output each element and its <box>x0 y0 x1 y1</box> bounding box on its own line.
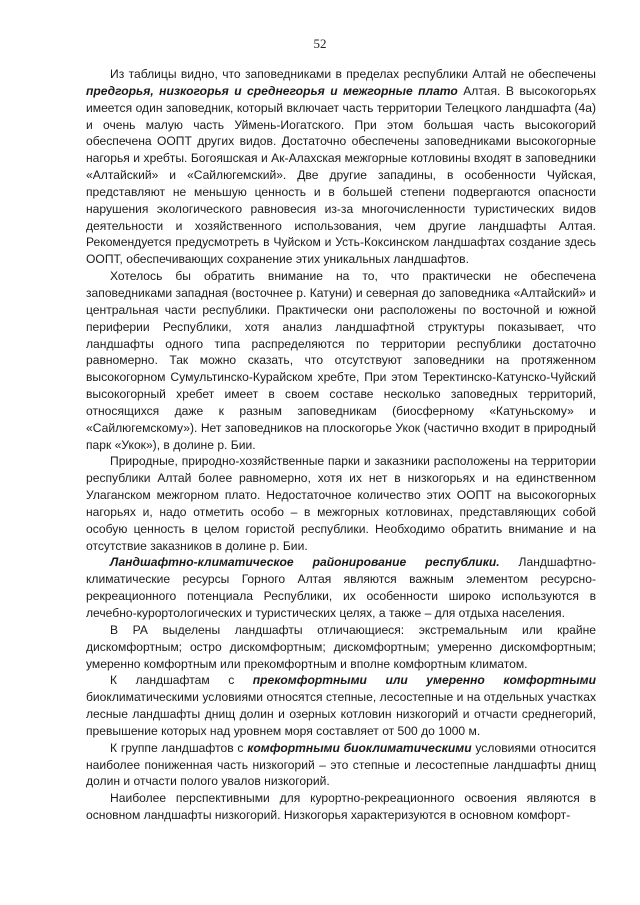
emphasized-text: прекомфортными или умеренно комфортными <box>252 673 597 688</box>
paragraph <box>86 66 596 268</box>
emphasized-text: комфортными биоклиматическими <box>247 740 472 755</box>
paragraph <box>86 790 596 824</box>
text-run: Хотелось бы обратить внимание на то, что практически не обеспечена заповедниками западная (восточнее р. Катуни) и северная до заповедника «Алтайский» и центральная части республики. Практически они расположены по восточной и южной периферии Республики, хотя анализ ландшафтной структуры показывает, что ландшафты одного типа распределяются по территории республики достаточно равномерно. Так можно сказать, что отсутствуют заповедники на протяженном высокогорном Сумультинско-Курайском хребте, При этом Теректинско-Катунско-Чуйский высокогорный хребет имеет в своем составе несколько заповедных территорий, относящихся даже к разным заповедникам (биосферному «Катуньскому» и «Сайлюгемскому»). Нет заповедников на плоскогорье Укок (частично входит в природный парк «Укок»), в долине р. Бии. <box>86 269 596 452</box>
text-run: Алтая. В высокогорьях имеется один заповедник, который включает часть территории Телецкого ландшафта (4а) и очень малую часть Уймень-Иогатского. При этом большая часть высокогорий обеспечена ООПТ других видов. Достаточно обеспечены заповедниками высокогорные нагорья и хребты. Богояшская и Ак-Алахская межгорные котловины входят в заповедники «Алтайский» и «Сайлюгемский». Две другие западины, в особенности Чуйская, представляют не меньшую ценность и в большей степени подвергаются опасности нарушения экологического равновесия из-за многочисленности туристических видов деятельности и хозяйственного использования, чем другие ландшафты Алтая. Рекомендуется предусмотреть в Чуйском и Усть-Коксинском ландшафтах создание здесь ООПТ, обеспечивающих сохранение этих уникальных ландшафтов. <box>86 83 596 267</box>
text-run: В РА выделены ландшафты отличающиеся: экстремальным или крайне дискомфортным; остро дискомфортным; дискомфортным; умеренно дискомфортным; умеренно комфортным или прекомфортным и вполне комфортным климатом. <box>86 622 596 671</box>
paragraph <box>86 268 596 453</box>
text-run: К ландшафтам с <box>110 673 253 688</box>
text-run: условиями относится наиболее пониженная часть низкогорий – это степные и лесостепные ландшафты днищ долин и отчасти полого увалов низкогорий. <box>86 740 597 789</box>
text-run: биоклиматическими условиями относятся степные, лесостепные и на отдельных участках лесные ландшафты днищ долин и озерных котловин низкогорий и отчасти среднегорий, превышение которых над уровнем моря составляет от 500 до 1000 м. <box>86 690 596 738</box>
text-run: К группе ландшафтов с <box>110 740 248 755</box>
page-number: 52 <box>313 36 327 51</box>
paragraph <box>86 740 596 791</box>
paragraph <box>86 622 596 673</box>
emphasized-text: предгорья, низкогорья и среднегорья и межгорные плато <box>86 83 458 98</box>
text-run: Природные, природно-хозяйственные парки и заказники расположены на территории республики Алтай более равномерно, хотя их нет в низкогорьях и на единственном Улаганском межгорном плато. Недостаточное количество этих ООПТ на высокогорных нагорьях и, надо отметить особо – в межгорных котловинах, представляющих собой особую ценность в целом гористой республики. Необходимо обратить внимание и на отсутствие заказников в долине р. Бии. <box>86 454 596 553</box>
paragraph <box>86 554 596 621</box>
paragraph <box>86 672 596 739</box>
text-run: Из таблицы видно, что заповедниками в пределах республики Алтай не обеспечены <box>110 67 596 81</box>
paragraph <box>86 453 596 554</box>
text-run: Ландшафтно-климатические ресурсы Горного Алтая являются важным элементом ресурсно-рекреационного потенциала Республики, их особенности широко используются в лечебно-курортологических и туристических целях, а также – для отдыха населения. <box>86 555 597 620</box>
text-run: Наиболее перспективными для курортно-рекреационного освоения являются в основном ландшафты низкогорий. Низкогорья характеризуются в основном комфорт- <box>86 791 596 823</box>
emphasized-text: Ландшафтно-климатическое районирование республики. <box>110 555 500 570</box>
body-text <box>86 66 596 824</box>
